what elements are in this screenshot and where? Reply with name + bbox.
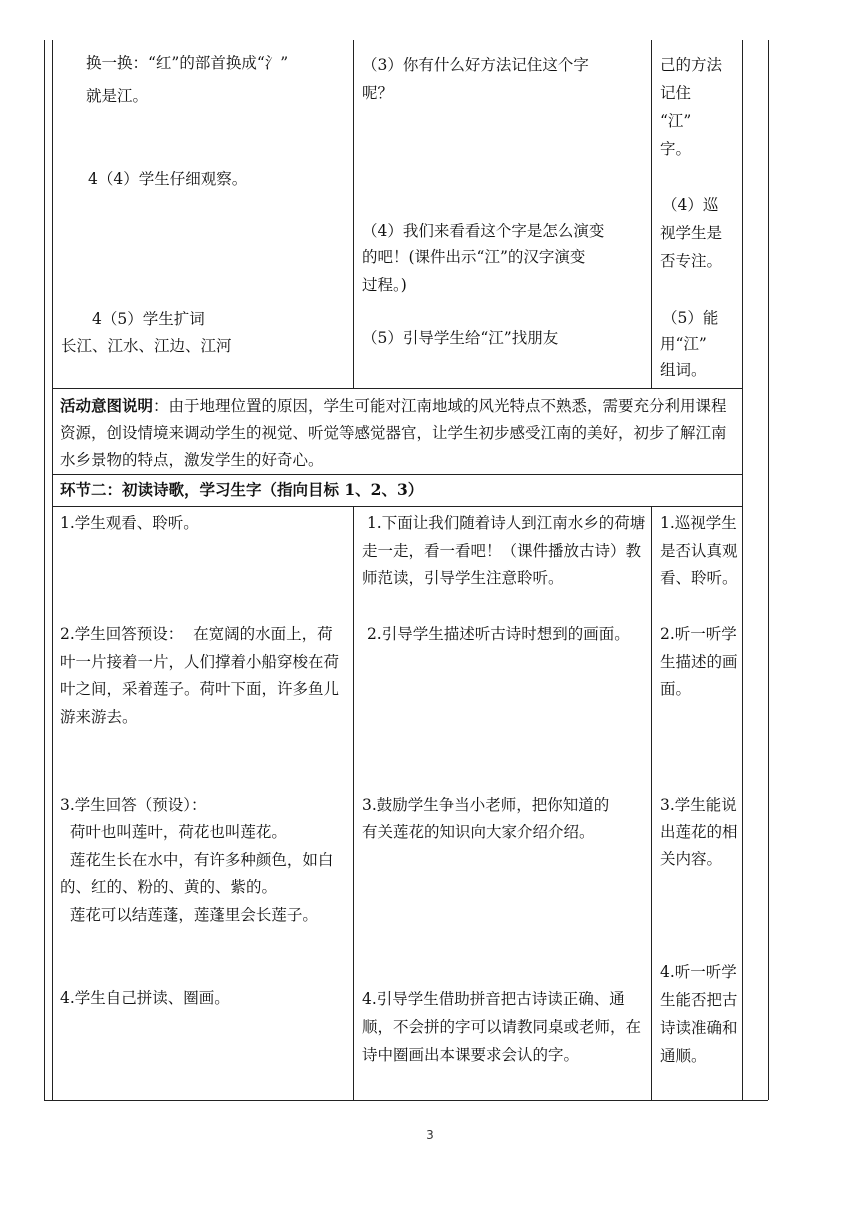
top-col1-line-5: 长江、江水、江边、江河 <box>61 337 232 355</box>
column-divider-1-bottom <box>353 506 354 1100</box>
row-divider-3 <box>52 506 742 507</box>
column-divider-2-top <box>651 40 652 388</box>
activity-intent-note <box>60 392 736 474</box>
column-divider-2-bottom <box>651 506 652 1100</box>
top-col1-line-2: 就是江。 <box>86 87 149 105</box>
top-col3-line-6: 视学生是 <box>660 224 723 242</box>
top-col3-line-5: （4）巡 <box>662 196 719 214</box>
top-col2-line-3: （4）我们来看看这个字是怎么演变 <box>362 222 605 240</box>
s2-col1-item-3a: 荷叶也叫莲叶，荷花也叫莲花。 <box>60 823 287 841</box>
s2-col2-item-4: 4.引导学生借助拼音把古诗读正确、通顺，不会拼的字可以请教同桌或老师，在诗中圈画出本课要求会认的字。 <box>362 990 642 1064</box>
top-col2-line-6: （5）引导学生给“江”找朋友 <box>362 329 559 347</box>
s2-col1-item-4: 4.学生自己拼读、圈画。 <box>60 989 230 1007</box>
row-divider-1 <box>52 388 742 389</box>
top-col3-line-1: 己的方法 <box>660 56 723 74</box>
top-col1-line-1: 换一换：“红”的部首换成“氵” <box>86 54 289 72</box>
s2-col3-item-3: 3.学生能说出莲花的相关内容。 <box>660 796 738 868</box>
s2-col2-item-3: 3.鼓励学生争当小老师，把你知道的有关莲花的知识向大家介绍介绍。 <box>362 796 610 841</box>
top-col3-line-4: 字。 <box>660 140 692 158</box>
s2-col1-item-2: 2.学生回答预设： 在宽阔的水面上，荷叶一片接着一片，人们撑着小船穿梭在荷叶之间，采着莲子。荷叶下面，许多鱼儿游来游去。 <box>60 625 340 726</box>
row-divider-2 <box>52 474 742 475</box>
table-border-left <box>44 40 45 1100</box>
top-col2-line-4: 的吧！(课件出示“江”的汉字演变 <box>362 248 586 266</box>
s2-col3-item-2: 2.听一听学生描述的画面。 <box>660 625 738 698</box>
top-col1-line-4: 4（5）学生扩词 <box>92 310 205 328</box>
s2-col3-item-4: 4.听一听学生能否把古诗读准确和通顺。 <box>660 963 738 1065</box>
s2-col1-item-3: 3.学生回答（预设）： <box>60 796 207 814</box>
top-col2-line-2: 呢？ <box>362 84 394 102</box>
s2-col1-item-1: 1.学生观看、聆听。 <box>60 514 199 532</box>
top-col3-line-3: “江” <box>660 112 692 130</box>
activity-intent-label: 活动意图说明 <box>60 396 154 415</box>
s2-col1-item-3b: 莲花生长在水中，有许多种颜色，如白的、红的、粉的、黄的、紫的。 <box>60 851 334 896</box>
top-col1-line-3: 4（4）学生仔细观察。 <box>88 170 248 188</box>
top-col3-line-7: 否专注。 <box>660 252 723 270</box>
top-col2-line-1: （3）你有什么好方法记住这个字 <box>362 56 589 74</box>
top-col3-line-9: 用“江” <box>660 335 707 353</box>
top-col3-line-8: （5）能 <box>662 309 719 327</box>
s2-col2-item-2: 2.引导学生描述听古诗时想到的画面。 <box>362 625 630 643</box>
s2-col1-item-3c: 莲花可以结莲蓬，莲蓬里会长莲子。 <box>60 906 318 924</box>
table-border-inner-left <box>52 40 53 1100</box>
activity-intent-text: ：由于地理位置的原因，学生可能对江南地域的风光特点不熟悉，需要充分利用课程资源，创设情境来调动学生的视觉、听觉等感觉器官，让学生初步感受江南的美好，初步了解江南水乡景物的特点，激发学生的好奇心。 <box>60 397 727 469</box>
section-heading: 环节二：初读诗歌，学习生字（指向目标 1、2、3） <box>60 480 424 499</box>
s2-col3-item-1: 1.巡视学生是否认真观看、聆听。 <box>660 514 738 587</box>
table-border-outer-right <box>768 40 769 1100</box>
top-col3-line-2: 记住 <box>660 84 692 102</box>
table-border-bottom <box>44 1100 768 1101</box>
top-col2-line-5: 过程。) <box>362 276 407 294</box>
column-divider-1-top <box>353 40 354 388</box>
top-col3-line-10: 组词。 <box>660 361 707 379</box>
table-border-right <box>742 40 743 1100</box>
s2-col2-item-1: 1.下面让我们随着诗人到江南水乡的荷塘走一走，看一看吧！（课件播放古诗）教师范读，引导学生注意聆听。 <box>362 514 646 587</box>
page-number: 3 <box>426 1128 434 1142</box>
